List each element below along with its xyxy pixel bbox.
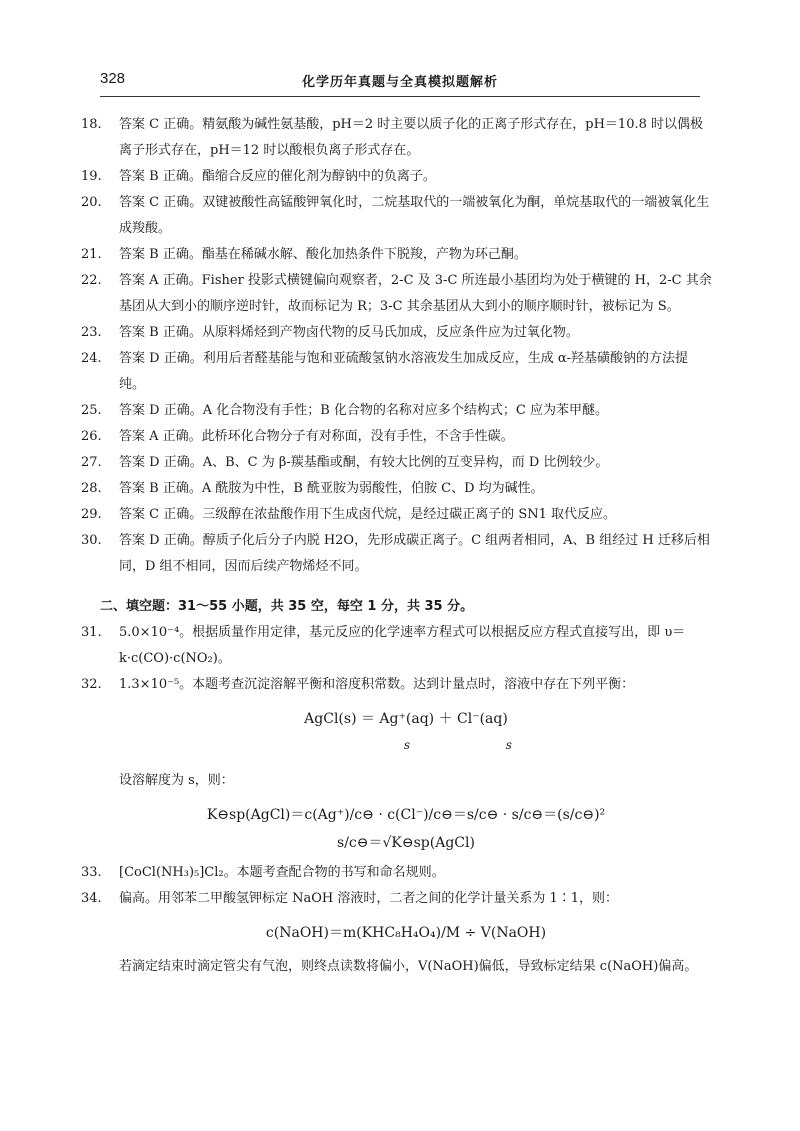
answer-item-31 [81, 620, 712, 672]
solubility-equation: s/c⊖＝√K⊖sp(AgCl) [337, 835, 475, 851]
answer-item [81, 164, 712, 190]
naoh-concentration-equation: c(NaOH)＝m(KHC₈H₄O₄)/M ÷ V(NaOH) [265, 925, 547, 941]
answer-number: 34. [81, 891, 102, 906]
answer-number: 26. [81, 429, 102, 444]
answer-number: 24. [81, 351, 102, 366]
answer-text: 5.0×10⁻⁴。根据质量作用定律，基元反应的化学速率方程式可以根据反应方程式直接写出，即 υ＝k·c(CO)·c(NO₂)。 [119, 625, 686, 666]
answer-text: 答案 A 正确。此桥环化合物分子有对称面，没有手性，不含手性碳。 [119, 429, 514, 444]
answer-item [81, 242, 712, 268]
answer-number: 29. [81, 507, 102, 522]
answer-item [81, 528, 712, 580]
solubility-symbol: s [505, 738, 512, 752]
page-number: 328 [100, 70, 126, 87]
answer-text: 答案 B 正确。A 酰胺为中性，B 酰亚胺为弱酸性，伯胺 C、D 均为碱性。 [119, 481, 544, 496]
answer-text: 答案 B 正确。从原料烯烃到产物卤代物的反马氏加成，反应条件应为过氧化物。 [119, 325, 579, 340]
answer-item [81, 320, 712, 346]
answer-number: 25. [81, 403, 102, 418]
answer-text: 答案 D 正确。A、B、C 为 β-羰基酯或酮，有较大比例的互变异构，而 D 比例较少。 [119, 455, 609, 470]
page-content [81, 112, 712, 980]
answer-item [81, 476, 712, 502]
answer-item [81, 190, 712, 242]
answer-item [81, 268, 712, 320]
answer-item [81, 450, 712, 476]
answer-text: 答案 D 正确。A 化合物没有手性；B 化合物的名称对应多个结构式；C 应为苯甲醚。 [119, 403, 608, 418]
answer-number: 30. [81, 533, 102, 548]
answer-item-34 [81, 886, 712, 912]
answer-text: 答案 B 正确。酯基在稀碱水解、酸化加热条件下脱羧，产物为环己酮。 [119, 247, 527, 262]
answer-text: 答案 C 正确。三级醇在浓盐酸作用下生成卤代烷，是经过碳正离子的 SN1 取代反应。 [119, 507, 617, 522]
answer-text: 答案 C 正确。双键被酸性高锰酸钾氧化时，二烷基取代的一端被氧化为酮，单烷基取代的一端被氧化生成羧酸。 [119, 195, 710, 236]
answer-text: [CoCl(NH₃)₅]Cl₂。本题考查配合物的书写和命名规则。 [119, 865, 445, 880]
answer-number: 22. [81, 273, 102, 288]
answer-list [81, 112, 712, 580]
answer-number: 18. [81, 117, 102, 132]
answer-number: 33. [81, 865, 102, 880]
answer-number: 23. [81, 325, 102, 340]
answer-text: 答案 D 正确。醇质子化后分子内脱 H2O，先形成碳正离子。C 组两者相同，A、B 组经过 H 迁移后相同，D 组不相同，因而后续产物烯烃不同。 [119, 533, 710, 574]
answer-number: 27. [81, 455, 102, 470]
solubility-assumption: 设溶解度为 s，则： [119, 773, 234, 788]
answer-item [81, 424, 712, 450]
answer-text: 答案 B 正确。酯缩合反应的催化剂为醇钠中的负离子。 [119, 169, 436, 184]
equilibrium-equation: AgCl(s) ＝ Ag⁺(aq) ＋ Cl⁻(aq) [304, 711, 508, 727]
section-heading: 二、填空题：31～55 小题，共 35 空，每空 1 分，共 35 分。 [100, 599, 474, 614]
answer-text: 答案 D 正确。利用后者醛基能与饱和亚硫酸氢钠水溶液发生加成反应，生成 α-羟基磺酸钠的方法提纯。 [119, 351, 688, 392]
answer-text: 答案 C 正确。精氨酸为碱性氨基酸，pH＝2 时主要以质子化的正离子形式存在，pH＝10.8 时以偶极离子形式存在，pH＝12 时以酸根负离子形式存在。 [119, 117, 704, 158]
equation-annotation [100, 736, 712, 754]
solubility-symbol: s [403, 738, 411, 752]
answer-number: 19. [81, 169, 102, 184]
page-header [100, 68, 700, 97]
answer-item [81, 112, 712, 164]
answer-text: 1.3×10⁻⁵。本题考查沉淀溶解平衡和溶度积常数。达到计量点时，溶液中存在下列平衡： [119, 677, 635, 692]
running-title: 化学历年真题与全真模拟题解析 [301, 75, 498, 90]
answer-number: 21. [81, 247, 102, 262]
answer-text: 偏高。用邻苯二甲酸氢钾标定 NaOH 溶液时，二者之间的化学计量关系为 1∶1，则： [119, 891, 619, 906]
answer-item [81, 502, 712, 528]
ksp-equation: K⊖sp(AgCl)＝c(Ag⁺)/c⊖ · c(Cl⁻)/c⊖＝s/c⊖ · s/c⊖＝(s/c⊖)² [206, 807, 606, 823]
answer-number: 32. [81, 677, 102, 692]
answer-item [81, 398, 712, 424]
answer-text: 答案 A 正确。Fisher 投影式横键偏向观察者，2-C 及 3-C 所连最小基团均为处于横键的 H，2-C 其余基团从大到小的顺序逆时针，故而标记为 R；3-C 其余基团从大到小的顺序顺时针，被标记为 S。 [119, 273, 712, 314]
answer-number: 28. [81, 481, 102, 496]
answer-item [81, 346, 712, 398]
answer-number: 20. [81, 195, 102, 210]
answer-item-33 [81, 860, 712, 886]
answer-item-32 [81, 672, 712, 698]
answer-number: 31. [81, 625, 102, 640]
answer-conclusion: 若滴定结束时滴定管尖有气泡，则终点读数将偏小，V(NaOH)偏低，导致标定结果 c(NaOH)偏高。 [119, 959, 698, 974]
